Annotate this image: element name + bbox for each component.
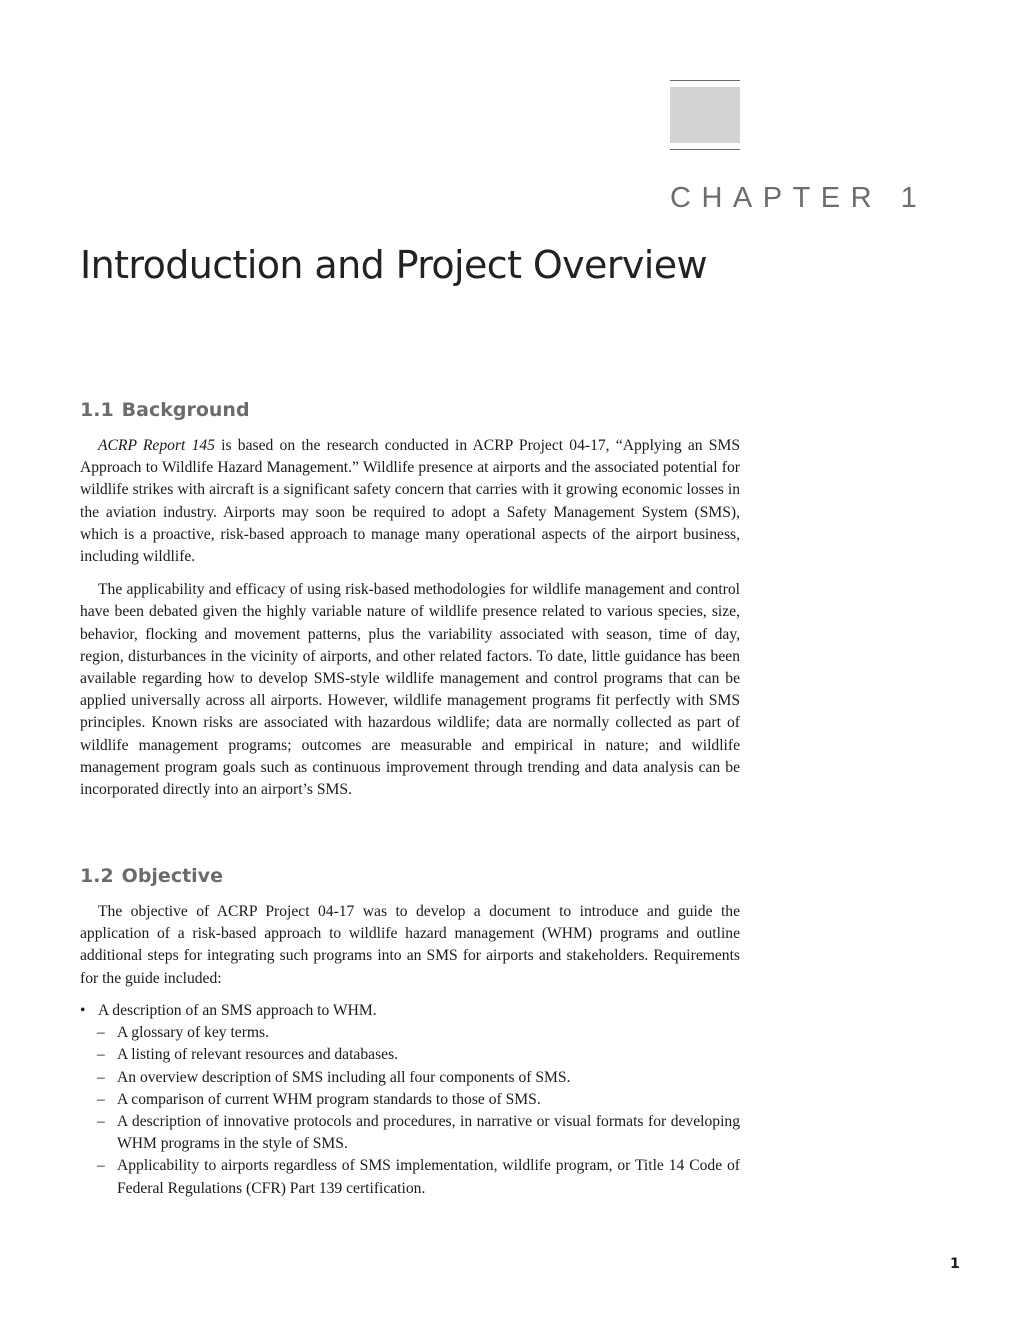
dash-mark: – (97, 1113, 105, 1131)
paragraph: The applicability and efficacy of using risk-based methodologies for wildlife management and control have been debated given the highly variable nature of wildlife presence related to various species, size, behavior, flocking and movement patterns, plus the variability associated with season, time of day, region, disturbances in the vicinity of airports, and other related factors. To date, little guidance has been available regarding how to develop SMS-style wildlife management and control programs that can be applied universally across all airports. However, wildlife management programs fit perfectly with SMS principles. Known risks are associated with hazardous wildlife; data are normally collected as part of wildlife management programs; outcomes are measurable and empirical in nature; and wildlife management program goals such as continuous improvement through trending and data analysis can be incorporated directly into an airport’s SMS. (80, 581, 740, 799)
dash-mark: – (97, 1157, 105, 1175)
sub-list-item-text: A listing of relevant resources and databases. (117, 1046, 399, 1064)
dash-mark: – (97, 1090, 105, 1108)
bullet-mark: • (80, 1002, 86, 1019)
requirements-list (80, 1000, 740, 1200)
sub-list-item-text: An overview description of SMS including all four components of SMS. (117, 1068, 571, 1086)
chapter-box (670, 87, 740, 143)
sub-list-container (80, 1022, 740, 1200)
sub-list-item (80, 1155, 740, 1199)
sub-list-item-text: A description of innovative protocols and procedures, in narrative or visual formats for developing WHM programs in the style of SMS. (117, 1113, 740, 1153)
section-title: Background (121, 399, 250, 421)
section-heading-background (80, 401, 250, 420)
dash-mark: – (97, 1046, 105, 1064)
dash-mark: – (97, 1068, 105, 1086)
sub-list-item-text: Applicability to airports regardless of SMS implementation, wildlife program, or Title 14 Code of Federal Regulations (CFR) Part 139 certification. (117, 1157, 740, 1197)
sub-list-item (80, 1044, 740, 1066)
sub-list-item (80, 1067, 740, 1089)
page-title: Introduction and Project Overview (80, 243, 707, 287)
list-item-text: A description of an SMS approach to WHM. (98, 1002, 377, 1019)
chapter-rule-bottom (670, 149, 740, 150)
dash-mark: – (97, 1024, 105, 1042)
section-number: 1.2 (80, 865, 114, 887)
sub-list-item (80, 1111, 740, 1155)
paragraph: The objective of ACRP Project 04-17 was to develop a document to introduce and guide the application of a risk-based approach to wildlife hazard management (WHM) programs and outline additional steps for integrating such programs into an SMS for airports and stakeholders. Requirements for the guide included: (80, 903, 740, 987)
paragraph-text: is based on the research conducted in ACRP Project 04-17, “Applying an SMS Approach to Wildlife Hazard Management.” Wildlife presence at airports and the associated potential for wildlife strikes with aircraft is a significant safety concern that carries with it growing economic losses in the aviation industry. Airports may soon be required to adopt a Safety Management System (SMS), which is a proactive, risk-based approach to manage many operational aspects of the airport business, including wildlife. (80, 437, 740, 566)
sub-list-item-text: A comparison of current WHM program standards to those of SMS. (117, 1090, 541, 1108)
sub-list-item (80, 1022, 740, 1044)
page-number: 1 (950, 1256, 960, 1272)
report-title: ACRP Report 145 (98, 437, 215, 454)
objective-body (80, 901, 740, 990)
section-number: 1.1 (80, 399, 114, 421)
background-body (80, 435, 740, 801)
paragraph (80, 435, 740, 568)
chapter-rule-top (670, 80, 740, 81)
sub-list-item (80, 1089, 740, 1111)
list-item (80, 1000, 740, 1022)
section-heading-objective (80, 867, 223, 886)
sub-list-item-text: A glossary of key terms. (117, 1024, 270, 1042)
section-title: Objective (121, 865, 223, 887)
sub-list (80, 1022, 740, 1200)
chapter-label: CHAPTER 1 (670, 182, 928, 214)
